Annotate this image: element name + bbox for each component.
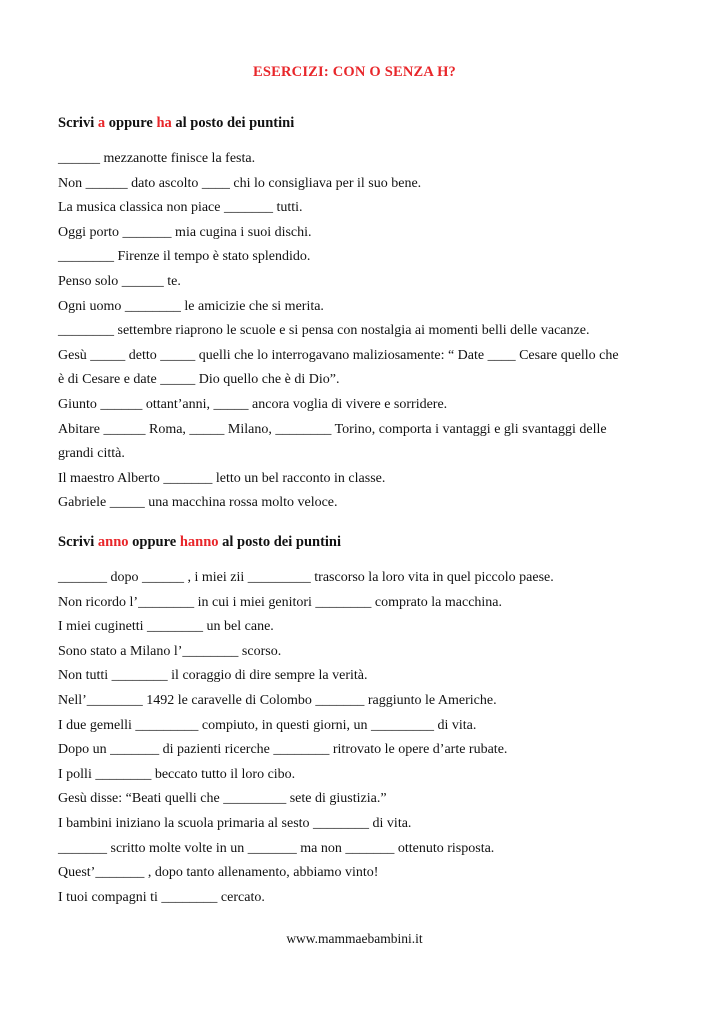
section-heading (58, 532, 658, 552)
exercise-line: Giunto ______ ottant’anni, _____ ancora voglia di vivere e sorridere. (58, 396, 448, 412)
exercise-line: I polli ________ beccato tutto il loro cibo. (58, 766, 296, 782)
exercise-line: ________ Firenze il tempo è stato splendido. (58, 249, 311, 265)
exercise-line: _______ scritto molte volte in un _______ ma non _______ ottenuto risposta. (58, 840, 495, 856)
heading-text: al posto dei puntini (218, 534, 342, 550)
highlight-word: anno (97, 534, 129, 550)
exercise-line: Gesù _____ detto _____ quelli che lo interrogavano maliziosamente: “ Date ____ Cesare quello che (58, 347, 619, 363)
exercise-line: Quest’_______ , dopo tanto allenamento, abbiamo vinto! (58, 865, 379, 881)
section-heading (58, 113, 658, 133)
exercise-line: è di Cesare e date _____ Dio quello che è di Dio”. (58, 372, 340, 388)
exercise-line: Sono stato a Milano l’________ scorso. (58, 643, 282, 659)
exercise-lines (58, 566, 658, 910)
exercise-line: Non tutti ________ il coraggio di dire sempre la verità. (58, 668, 368, 684)
highlight-word: hanno (179, 534, 219, 550)
exercise-line: grandi città. (58, 446, 125, 462)
heading-text: oppure (128, 534, 180, 550)
exercise-line: I bambini iniziano la scuola primaria al sesto ________ di vita. (58, 815, 412, 831)
exercise-line: Non ______ dato ascolto ____ chi lo consigliava per il suo bene. (58, 175, 422, 191)
exercise-line: I miei cuginetti ________ un bel cane. (58, 619, 274, 635)
heading-text: Scrivi (58, 115, 98, 131)
exercise-line: Oggi porto _______ mia cugina i suoi dischi. (58, 224, 312, 240)
exercise-line: ______ mezzanotte finisce la festa. (58, 151, 256, 166)
exercise-line: Nell’________ 1492 le caravelle di Colombo _______ raggiunto le Americhe. (58, 692, 497, 708)
highlight-word: a (97, 115, 106, 131)
exercise-section-a-ha (58, 113, 658, 516)
heading-text: al posto dei puntini (171, 115, 295, 131)
exercise-line: I due gemelli _________ compiuto, in questi giorni, un _________ di vita. (58, 717, 477, 733)
exercise-line: Penso solo ______ te. (58, 273, 181, 289)
heading-text: Scrivi (58, 534, 98, 550)
highlight-word: ha (156, 115, 172, 131)
exercise-lines (58, 147, 658, 516)
page-title: ESERCIZI: CON O SENZA H? (252, 64, 456, 80)
heading-text: oppure (105, 115, 157, 131)
exercise-line: _______ dopo ______ , i miei zii _________ trascorso la loro vita in quel piccolo paese. (58, 570, 554, 585)
exercise-line: Ogni uomo ________ le amicizie che si merita. (58, 298, 324, 314)
exercise-line: La musica classica non piace _______ tutti. (58, 200, 303, 216)
exercise-line: I tuoi compagni ti ________ cercato. (58, 889, 265, 905)
exercise-line: Dopo un _______ di pazienti ricerche ________ ritrovato le opere d’arte rubate. (58, 742, 508, 758)
exercise-line: Gabriele _____ una macchina rossa molto veloce. (58, 495, 338, 511)
exercise-line: Abitare ______ Roma, _____ Milano, ________ Torino, comporta i vantaggi e gli svantaggi delle (58, 421, 607, 437)
footer-website: www.mammaebambini.it (286, 931, 423, 946)
exercise-line: Il maestro Alberto _______ letto un bel racconto in classe. (58, 470, 386, 486)
exercise-line: Non ricordo l’________ in cui i miei genitori ________ comprato la macchina. (58, 594, 503, 610)
exercise-line: Gesù disse: “Beati quelli che _________ sete di giustizia.” (58, 791, 387, 807)
exercise-section-anno-hanno (58, 532, 658, 910)
exercise-line: ________ settembre riaprono le scuole e si pensa con nostalgia ai momenti belli delle vacanze. (58, 323, 590, 339)
